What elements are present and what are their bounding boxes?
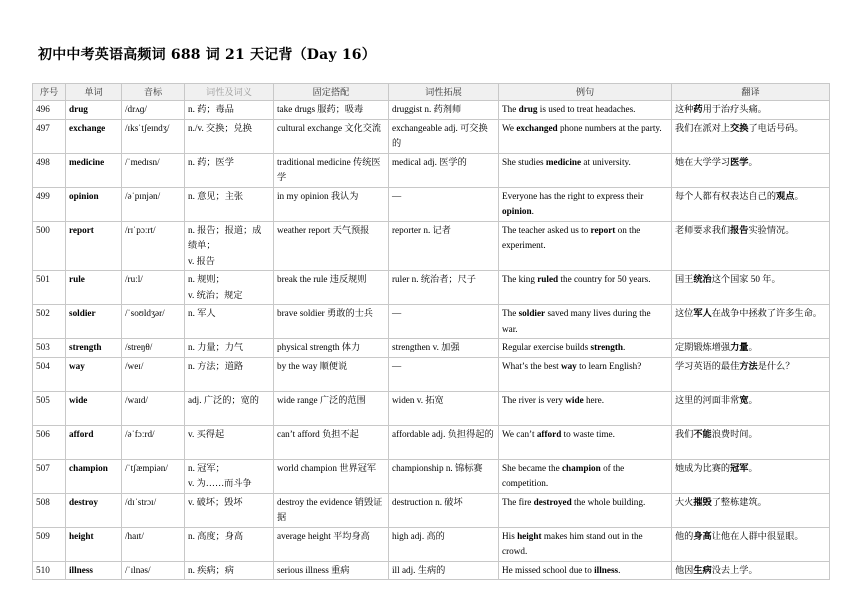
row-word-extension: high adj. 高的 [389, 527, 499, 561]
plain-text: saved many lives during the war. [502, 308, 651, 334]
row-example [499, 391, 672, 425]
highlight-text: medicine [545, 156, 582, 167]
row-phonetic: /weɪ/ [122, 357, 185, 391]
row-collocation: take drugs 服药；吸毒 [274, 101, 389, 120]
plain-text: 了整栋建筑。 [711, 496, 767, 507]
row-example [499, 119, 672, 153]
row-translation [672, 527, 830, 561]
header-number: 序号 [33, 84, 66, 101]
plain-text: at university. [581, 156, 631, 167]
header-collocation: 固定搭配 [274, 84, 389, 101]
plain-text: of the competition. [502, 462, 625, 488]
row-part-of-speech [185, 425, 274, 459]
highlight-text: drug [518, 104, 538, 114]
highlight-text: 宽 [739, 394, 749, 405]
plain-text: 国王 [675, 274, 694, 284]
row-translation [672, 153, 830, 187]
row-phonetic: /ˈɪlnəs/ [122, 561, 185, 580]
plain-text: 用于治疗头痛。 [702, 104, 767, 114]
highlight-text: champion [561, 462, 601, 473]
pos-line: n. 疾病；病 [188, 564, 234, 575]
row-number: 499 [33, 187, 66, 221]
row-word: strength [66, 339, 122, 358]
pos-line: n. 高度；身高 [188, 530, 244, 541]
row-word-extension: — [389, 357, 499, 391]
plain-text: She became the [502, 462, 562, 473]
plain-text: on the experiment. [502, 224, 641, 250]
row-translation [672, 493, 830, 527]
highlight-text: exchanged [516, 122, 558, 133]
row-translation [672, 119, 830, 153]
row-translation [672, 221, 830, 271]
plain-text: Regular exercise builds [502, 342, 591, 352]
plain-text: . [623, 342, 626, 352]
row-phonetic: /haɪt/ [122, 527, 185, 561]
row-collocation: serious illness 重病 [274, 561, 389, 580]
plain-text: What’s the best [502, 360, 561, 371]
row-word-extension: — [389, 305, 499, 339]
plain-text: 在战争中拯救了许多生命。 [711, 308, 822, 318]
row-example [499, 357, 672, 391]
pos-line: v. 报告 [188, 255, 215, 266]
row-example [499, 527, 672, 561]
row-example [499, 339, 672, 358]
plain-text: here. [583, 394, 605, 405]
header-word: 单词 [66, 84, 122, 101]
plain-text: the whole building. [571, 496, 646, 507]
highlight-text: illness [594, 564, 619, 575]
table-row [33, 119, 830, 153]
pos-line: n. 方法；道路 [188, 360, 244, 371]
table-row [33, 425, 830, 459]
row-phonetic: /əˈfɔːrd/ [122, 425, 185, 459]
table-row [33, 221, 830, 271]
table-row [33, 101, 830, 120]
row-collocation: break the rule 违反规则 [274, 271, 389, 305]
row-phonetic: /drʌɡ/ [122, 101, 185, 120]
pos-line: n. 药；毒品 [188, 104, 234, 114]
pos-line: n. 药；医学 [188, 156, 234, 167]
row-translation [672, 391, 830, 425]
pos-line: v. 为……而斗争 [188, 478, 252, 488]
row-word-extension: ruler n. 统治者；尺子 [389, 271, 499, 305]
row-word-extension: ill adj. 生病的 [389, 561, 499, 580]
row-phonetic: /ˈmedɪsn/ [122, 153, 185, 187]
row-number: 502 [33, 305, 66, 339]
row-part-of-speech [185, 459, 274, 493]
pos-line: n. 军人 [188, 308, 216, 318]
row-part-of-speech [185, 271, 274, 305]
row-phonetic: /ˈsoʊldʒər/ [122, 305, 185, 339]
row-example [499, 305, 672, 339]
row-example [499, 561, 672, 580]
row-part-of-speech [185, 101, 274, 120]
row-translation [672, 425, 830, 459]
highlight-text: 医学 [730, 156, 749, 167]
highlight-text: 不能 [693, 428, 712, 439]
row-word: medicine [66, 153, 122, 187]
row-translation [672, 101, 830, 120]
row-example [499, 187, 672, 221]
row-number: 507 [33, 459, 66, 493]
plain-text: 他的 [675, 530, 694, 541]
row-translation [672, 271, 830, 305]
row-example [499, 101, 672, 120]
plain-text: 。 [748, 156, 758, 167]
plain-text: to learn English? [576, 360, 642, 371]
highlight-text: opinion [502, 206, 532, 216]
table-row [33, 153, 830, 187]
table-row [33, 271, 830, 305]
row-collocation: can’t afford 负担不起 [274, 425, 389, 459]
row-phonetic: /streŋθ/ [122, 339, 185, 358]
row-number: 497 [33, 119, 66, 153]
table-row [33, 187, 830, 221]
highlight-text: 力量 [730, 342, 749, 352]
row-word: rule [66, 271, 122, 305]
plain-text: 每个人都有权表达自己的 [675, 190, 777, 201]
row-phonetic: /əˈpɪnjən/ [122, 187, 185, 221]
pos-line: adj. 广泛的；宽的 [188, 394, 259, 405]
row-number: 505 [33, 391, 66, 425]
row-word: report [66, 221, 122, 271]
row-example [499, 153, 672, 187]
row-phonetic: /dɪˈstrɔɪ/ [122, 493, 185, 527]
row-part-of-speech [185, 305, 274, 339]
row-collocation: brave soldier 勇敢的士兵 [274, 305, 389, 339]
row-collocation: cultural exchange 文化交流 [274, 119, 389, 153]
highlight-text: afford [536, 428, 562, 439]
row-word: opinion [66, 187, 122, 221]
row-word: champion [66, 459, 122, 493]
highlight-text: 冠军 [730, 462, 749, 473]
row-part-of-speech [185, 391, 274, 425]
row-number: 501 [33, 271, 66, 305]
table-body [33, 101, 830, 580]
plain-text: 她成为比赛的 [675, 462, 731, 473]
plain-text: We [502, 122, 517, 133]
highlight-text: 药 [693, 104, 703, 114]
row-word: exchange [66, 119, 122, 153]
table-row [33, 357, 830, 391]
plain-text: 。 [794, 190, 804, 201]
plain-text: makes him stand out in the crowd. [502, 530, 643, 556]
pos-line: v. 买得起 [188, 428, 225, 439]
row-phonetic: /ˈtʃæmpiən/ [122, 459, 185, 493]
plain-text: to waste time. [561, 428, 615, 439]
highlight-text: 统治 [693, 274, 712, 284]
plain-text: 老师要求我们 [675, 224, 731, 235]
plain-text: 定期锻炼增强 [675, 342, 731, 352]
plain-text: The king [502, 274, 538, 284]
highlight-text: ruled [537, 274, 559, 284]
row-translation [672, 339, 830, 358]
plain-text: 我们在派对上 [675, 122, 731, 133]
pos-line: n. 力量；力气 [188, 342, 244, 352]
plain-text: 这里的河面非常 [675, 394, 740, 405]
plain-text: 我们 [675, 428, 694, 439]
row-number: 509 [33, 527, 66, 561]
row-number: 510 [33, 561, 66, 580]
header-phonetic: 音标 [122, 84, 185, 101]
plain-text: 了电话号码。 [748, 122, 804, 133]
plain-text: the country for 50 years. [558, 274, 651, 284]
plain-text: 他因 [675, 564, 694, 575]
pos-line: n. 规则； [188, 274, 225, 284]
row-word-extension: affordable adj. 负担得起的 [389, 425, 499, 459]
row-word-extension: reporter n. 记者 [389, 221, 499, 271]
row-word: afford [66, 425, 122, 459]
row-part-of-speech [185, 561, 274, 580]
plain-text: . [531, 206, 534, 216]
row-phonetic: /ɪksˈtʃeɪndʒ/ [122, 119, 185, 153]
row-collocation: traditional medicine 传统医学 [274, 153, 389, 187]
plain-text: The [502, 308, 519, 318]
plain-text: 。 [748, 462, 758, 473]
row-word: destroy [66, 493, 122, 527]
table-row [33, 527, 830, 561]
vocabulary-table [32, 83, 830, 580]
plain-text: is used to treat headaches. [537, 104, 636, 114]
row-word: wide [66, 391, 122, 425]
row-phonetic: /waɪd/ [122, 391, 185, 425]
plain-text: 。 [748, 394, 758, 405]
highlight-text: soldier [518, 308, 546, 318]
pos-line: n. 意见；主张 [188, 190, 244, 201]
plain-text: The [502, 104, 519, 114]
pos-line: v. 统治；规定 [188, 289, 243, 300]
row-collocation: world champion 世界冠军 [274, 459, 389, 493]
row-example [499, 459, 672, 493]
plain-text: His [502, 530, 518, 541]
plain-text: 这个国家 50 年。 [711, 274, 781, 284]
table-row [33, 561, 830, 580]
plain-text: . [618, 564, 621, 575]
highlight-text: wide [565, 394, 584, 405]
plain-text: 。 [748, 342, 758, 352]
row-collocation: destroy the evidence 销毁证据 [274, 493, 389, 527]
row-number: 496 [33, 101, 66, 120]
row-phonetic: /ruːl/ [122, 271, 185, 305]
row-number: 508 [33, 493, 66, 527]
row-number: 503 [33, 339, 66, 358]
row-part-of-speech [185, 119, 274, 153]
row-translation [672, 459, 830, 493]
row-example [499, 271, 672, 305]
plain-text: 学习英语的最佳 [675, 360, 740, 371]
row-number: 506 [33, 425, 66, 459]
plain-text: 这种 [675, 104, 694, 114]
row-example [499, 493, 672, 527]
table-row [33, 305, 830, 339]
row-part-of-speech [185, 153, 274, 187]
highlight-text: height [517, 530, 542, 541]
plain-text: 没去上学。 [711, 564, 758, 575]
highlight-text: 观点 [776, 190, 795, 201]
row-phonetic: /rɪˈpɔːrt/ [122, 221, 185, 271]
plain-text: 让他在人群中很显眼。 [711, 530, 804, 541]
row-translation [672, 357, 830, 391]
row-translation [672, 187, 830, 221]
pos-line: n./v. 交换；兑换 [188, 122, 252, 133]
header-translation: 翻译 [672, 84, 830, 101]
pos-line: n. 报告；报道；成绩单； [188, 224, 262, 250]
plain-text: The river is very [502, 394, 566, 405]
row-word-extension: widen v. 拓宽 [389, 391, 499, 425]
row-example [499, 425, 672, 459]
header-part-of-speech: 词性及词义 [185, 84, 274, 101]
row-collocation: by the way 顺便说 [274, 357, 389, 391]
plain-text: 大火 [675, 496, 694, 507]
plain-text: 实验情况。 [748, 224, 795, 235]
highlight-text: 身高 [693, 530, 712, 541]
row-word: way [66, 357, 122, 391]
row-collocation: weather report 天气预报 [274, 221, 389, 271]
plain-text: 浪费时间。 [711, 428, 758, 439]
page-title: 初中中考英语高频词 688 词 21 天记背（Day 16） [38, 47, 376, 63]
highlight-text: 方法 [739, 360, 758, 371]
row-collocation: in my opinion 我认为 [274, 187, 389, 221]
table-header-row [33, 84, 830, 101]
row-part-of-speech [185, 357, 274, 391]
row-word: drug [66, 101, 122, 120]
row-part-of-speech [185, 493, 274, 527]
row-collocation: physical strength 体力 [274, 339, 389, 358]
plain-text: We can’t [502, 428, 537, 439]
highlight-text: 报告 [730, 224, 749, 235]
highlight-text: 摧毁 [693, 496, 712, 507]
table-row [33, 391, 830, 425]
plain-text: Everyone has the right to express their [502, 190, 644, 201]
row-word: illness [66, 561, 122, 580]
plain-text: 她在大学学习 [675, 156, 731, 167]
row-part-of-speech [185, 339, 274, 358]
row-word-extension: — [389, 187, 499, 221]
table-row [33, 459, 830, 493]
row-part-of-speech [185, 187, 274, 221]
header-example: 例句 [499, 84, 672, 101]
row-number: 498 [33, 153, 66, 187]
plain-text: 这位 [675, 308, 694, 318]
row-word: soldier [66, 305, 122, 339]
plain-text: The fire [502, 496, 534, 507]
row-word-extension: medical adj. 医学的 [389, 153, 499, 187]
row-part-of-speech [185, 527, 274, 561]
highlight-text: 生病 [693, 564, 712, 575]
row-collocation: wide range 广泛的范围 [274, 391, 389, 425]
highlight-text: report [590, 224, 616, 235]
row-number: 504 [33, 357, 66, 391]
row-example [499, 221, 672, 271]
header-word-extension: 词性拓展 [389, 84, 499, 101]
row-word-extension: championship n. 锦标赛 [389, 459, 499, 493]
row-word-extension: druggist n. 药剂师 [389, 101, 499, 120]
highlight-text: 交换 [730, 122, 749, 133]
highlight-text: strength [590, 342, 624, 352]
row-number: 500 [33, 221, 66, 271]
row-word-extension: destruction n. 破坏 [389, 493, 499, 527]
row-collocation: average height 平均身高 [274, 527, 389, 561]
highlight-text: way [560, 360, 577, 371]
pos-line: n. 冠军； [188, 462, 225, 473]
table-row [33, 339, 830, 358]
plain-text: phone numbers at the party. [557, 122, 662, 133]
row-translation [672, 561, 830, 580]
row-word-extension: exchangeable adj. 可交换的 [389, 119, 499, 153]
row-translation [672, 305, 830, 339]
plain-text: The teacher asked us to [502, 224, 591, 235]
plain-text: 是什么？ [757, 360, 795, 371]
row-word: height [66, 527, 122, 561]
table-row [33, 493, 830, 527]
row-word-extension: strengthen v. 加强 [389, 339, 499, 358]
plain-text: She studies [502, 156, 546, 167]
highlight-text: destroyed [533, 496, 572, 507]
highlight-text: 军人 [693, 308, 712, 318]
row-part-of-speech [185, 221, 274, 271]
pos-line: v. 破坏；毁坏 [188, 496, 243, 507]
plain-text: He missed school due to [502, 564, 595, 575]
